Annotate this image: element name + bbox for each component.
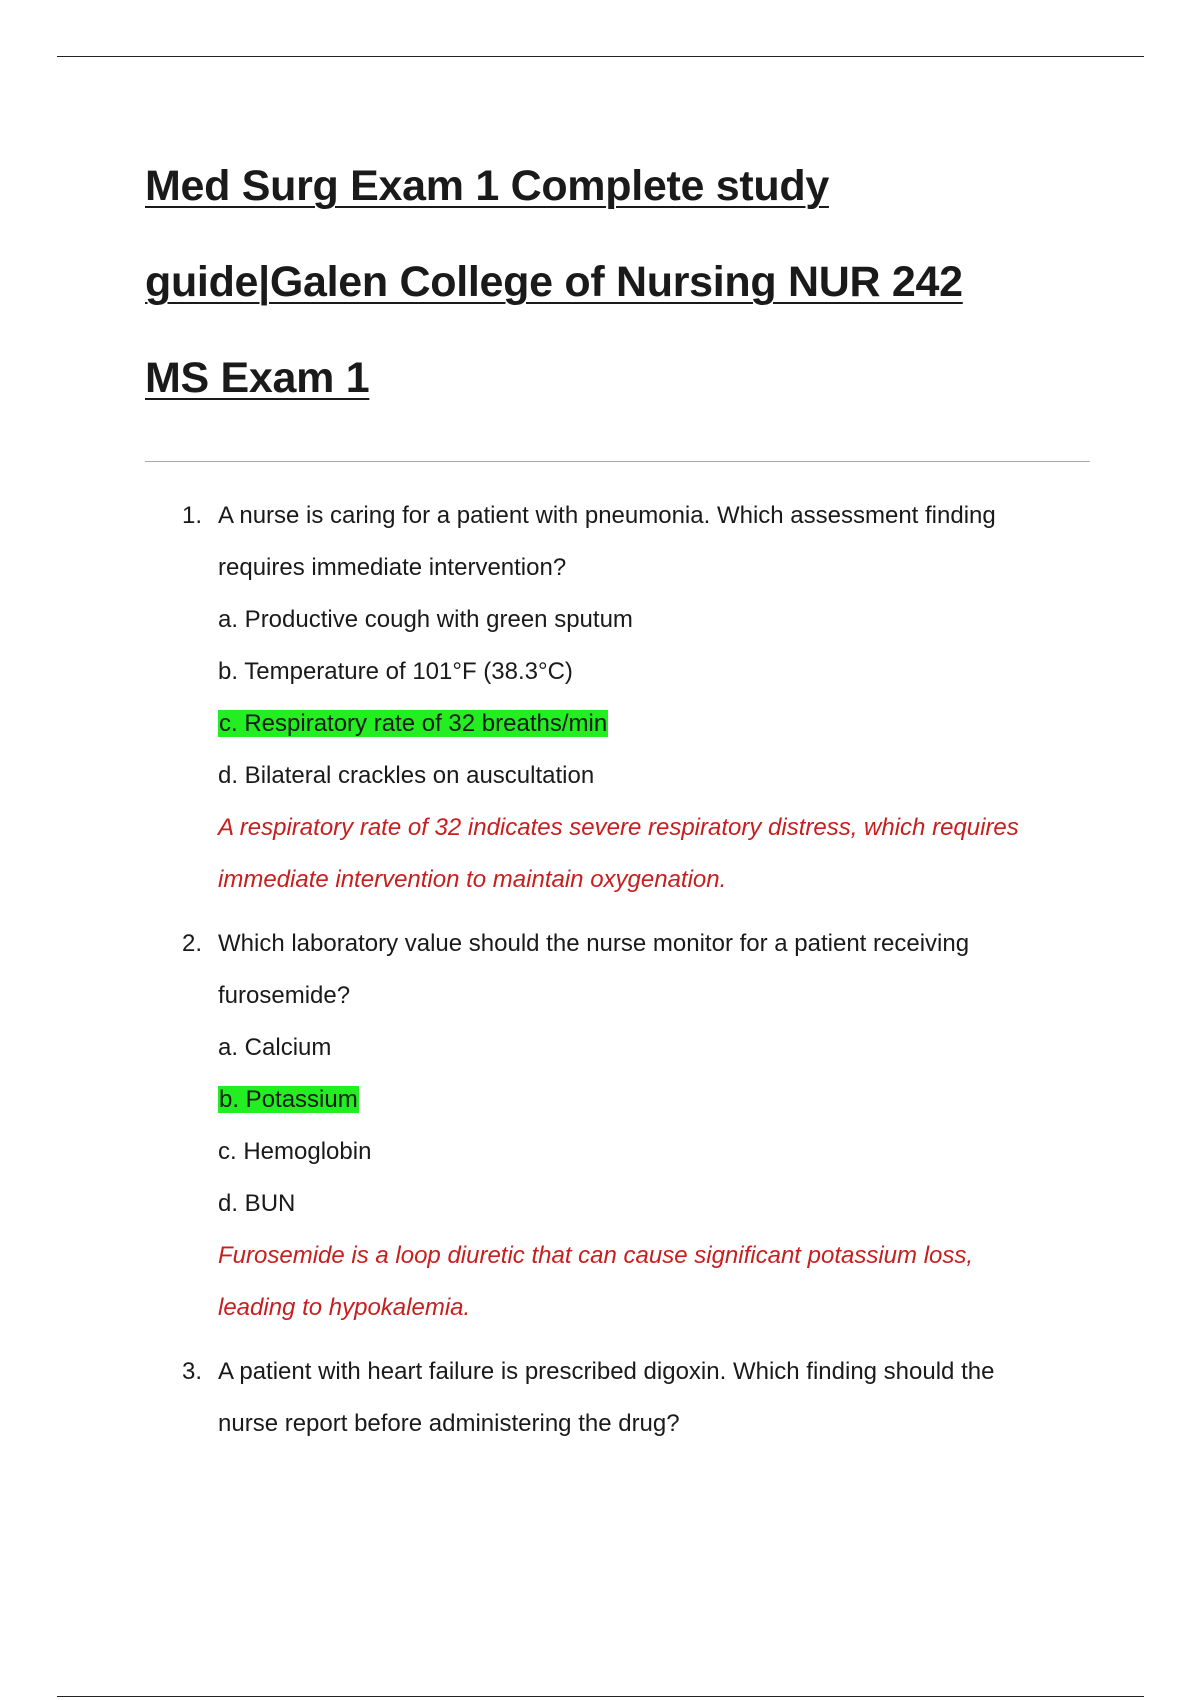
answer-option-c-correct [218,698,1095,750]
answer-option-b: b. Temperature of 101°F (38.3°C) [218,658,573,685]
question-stem-line: Which laboratory value should the nurse monitor for a patient receiving [218,930,970,957]
correct-answer-highlight: c. Respiratory rate of 32 breaths/min [219,710,608,737]
rationale-line: Furosemide is a loop diuretic that can cause significant potassium loss, [218,1242,974,1269]
question-number: 3. [182,1358,203,1385]
correct-answer-highlight: b. Potassium [219,1086,358,1113]
rationale-line: leading to hypokalemia. [218,1294,471,1321]
title-line: MS Exam 1 [145,354,370,402]
question-list [145,490,1095,1462]
title-line: Med Surg Exam 1 Complete study [145,162,829,210]
answer-option-d: d. Bilateral crackles on auscultation [218,762,595,789]
question-3 [145,1346,1095,1450]
question-2 [145,918,1095,1334]
page-bottom-rule [57,1696,1144,1697]
title-line: guide|Galen College of Nursing NUR 242 [145,258,963,306]
page-top-rule [57,56,1144,57]
answer-option-a: a. Calcium [218,1034,332,1061]
question-stem-line: A patient with heart failure is prescribed digoxin. Which finding should the [218,1358,995,1385]
rationale-line: immediate intervention to maintain oxygenation. [218,866,727,893]
title-divider [145,461,1090,462]
question-stem-line: nurse report before administering the drug? [218,1410,680,1437]
document-title [145,138,1085,426]
answer-option-d: d. BUN [218,1190,296,1217]
question-stem-line: A nurse is caring for a patient with pneumonia. Which assessment finding [218,502,996,529]
question-1 [145,490,1095,906]
answer-option-c: c. Hemoglobin [218,1138,372,1165]
question-number: 1. [182,502,203,529]
answer-option-a: a. Productive cough with green sputum [218,606,633,633]
question-number: 2. [182,930,203,957]
question-stem-line: furosemide? [218,982,351,1009]
question-stem-line: requires immediate intervention? [218,554,567,581]
answer-option-b-correct [218,1074,1095,1126]
rationale-line: A respiratory rate of 32 indicates severe respiratory distress, which requires [218,814,1019,841]
